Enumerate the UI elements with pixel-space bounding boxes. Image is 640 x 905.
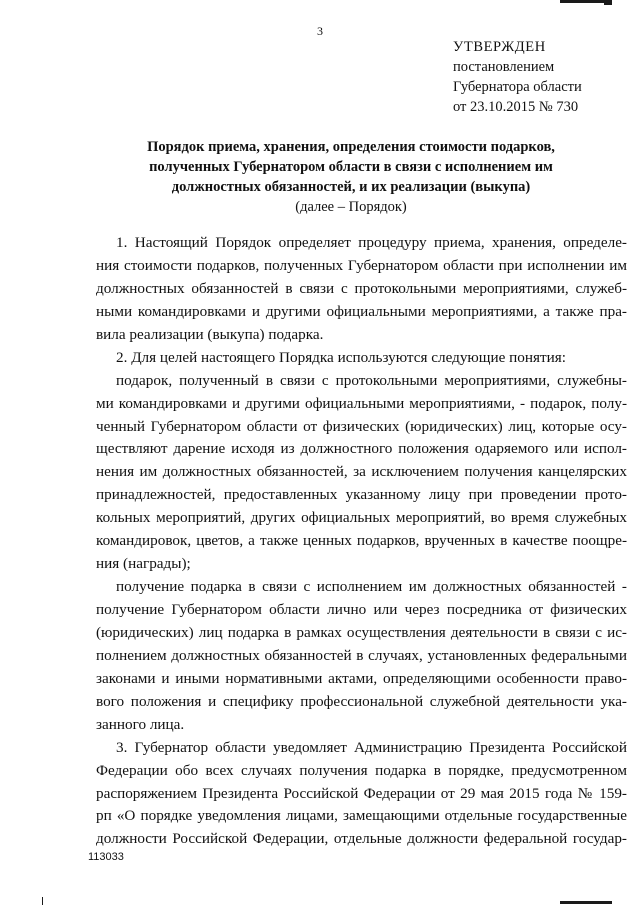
body-line: 1. Настоящий Порядок определяет процедуру приема, хранения, определе- (116, 234, 627, 251)
approval-approved: УТВЕРЖДЕН (453, 39, 546, 55)
body-line: ществляют дарение исходя из должностного положения одаряемого или испол- (96, 440, 627, 458)
body-line: рп «О порядке уведомления лицами, замещающими отдельные государственные (96, 807, 627, 825)
body-line: полнением должностных обязанностей в случаях, установленных федеральными (96, 646, 627, 664)
title-line-4: (далее – Порядок) (295, 199, 407, 215)
body-line: нения им должностных обязанностей, за исключением получения канцелярских (96, 463, 627, 481)
scan-mark-bottom (560, 901, 612, 904)
body-line: подарок, полученный в связи с протокольными мероприятиями, служебны- (116, 371, 627, 389)
scan-mark-top-small (604, 0, 612, 5)
body-line: ми командировками и другими официальными мероприятиями, - подарок, полу- (96, 394, 627, 412)
body-line: вого положения и специфику профессиональной служебной деятельности ука- (96, 692, 627, 710)
approval-governor: Губернатора области (453, 79, 582, 95)
body-line: должности Российской Федерации, отдельные должности федеральной государ- (96, 830, 627, 848)
body-line: получение Губернатором области лично или через посредника от физических (96, 601, 627, 618)
title-line-3: должностных обязанностей, и их реализации (выкупа) (171, 179, 531, 195)
document-title (60, 137, 640, 217)
body-line: принадлежностей, предоставленных указанному лицу при проведении прото- (96, 486, 627, 504)
body-line: распоряжением Президента Российской Федерации от 29 мая 2015 года № 159- (96, 784, 627, 802)
title-line-1: Порядок приема, хранения, определения стоимости подарков, (147, 139, 555, 155)
title-line-2: полученных Губернатором области в связи с исполнением им (149, 159, 553, 175)
approval-decree: постановлением (453, 59, 555, 75)
body-line: законами и иными нормативными актами, определяющими особенности право- (96, 669, 627, 687)
body-line: 2. Для целей настоящего Порядка используются следующие понятия: (116, 348, 566, 366)
body-line: кольных мероприятий, других официальных мероприятий, во время служебных (96, 509, 627, 527)
body-line: ченный Губернатором области от физических (юридических) лиц, которые осу- (96, 417, 627, 435)
body-line: Федерации обо всех случаях получения подарка в порядке, предусмотренном (96, 761, 627, 779)
body-line: занного лица. (96, 715, 185, 733)
body-line: ния (награды); (96, 555, 191, 573)
body-line: должностных обязанностей в связи с протокольными мероприятиями, служеб- (96, 279, 627, 297)
approval-stamp (453, 37, 582, 117)
body-line: ния стоимости подарков, полученных Губернатором области при исполнении им (96, 256, 627, 274)
body-line: командировок, цветов, а также ценных подарков, врученных в качестве поощре- (96, 532, 627, 550)
body-line: ными командировками и другими официальными мероприятиями, а также пра- (96, 302, 627, 320)
approval-date-number: от 23.10.2015 № 730 (453, 99, 579, 115)
page-number: 3 (317, 24, 323, 38)
body-line: получение подарка в связи с исполнением им должностных обязанностей - (116, 578, 627, 596)
document-code: 113033 (88, 851, 124, 863)
body-line: (юридических) лиц подарка в рамках осуществления деятельности в связи с ис- (96, 623, 627, 641)
body-line: 3. Губернатор области уведомляет Администрацию Президента Российской (116, 738, 627, 756)
body-line: вила реализации (выкупа) подарка. (96, 325, 324, 343)
scan-mark-bottom-left (42, 897, 43, 905)
document-body (96, 232, 627, 851)
